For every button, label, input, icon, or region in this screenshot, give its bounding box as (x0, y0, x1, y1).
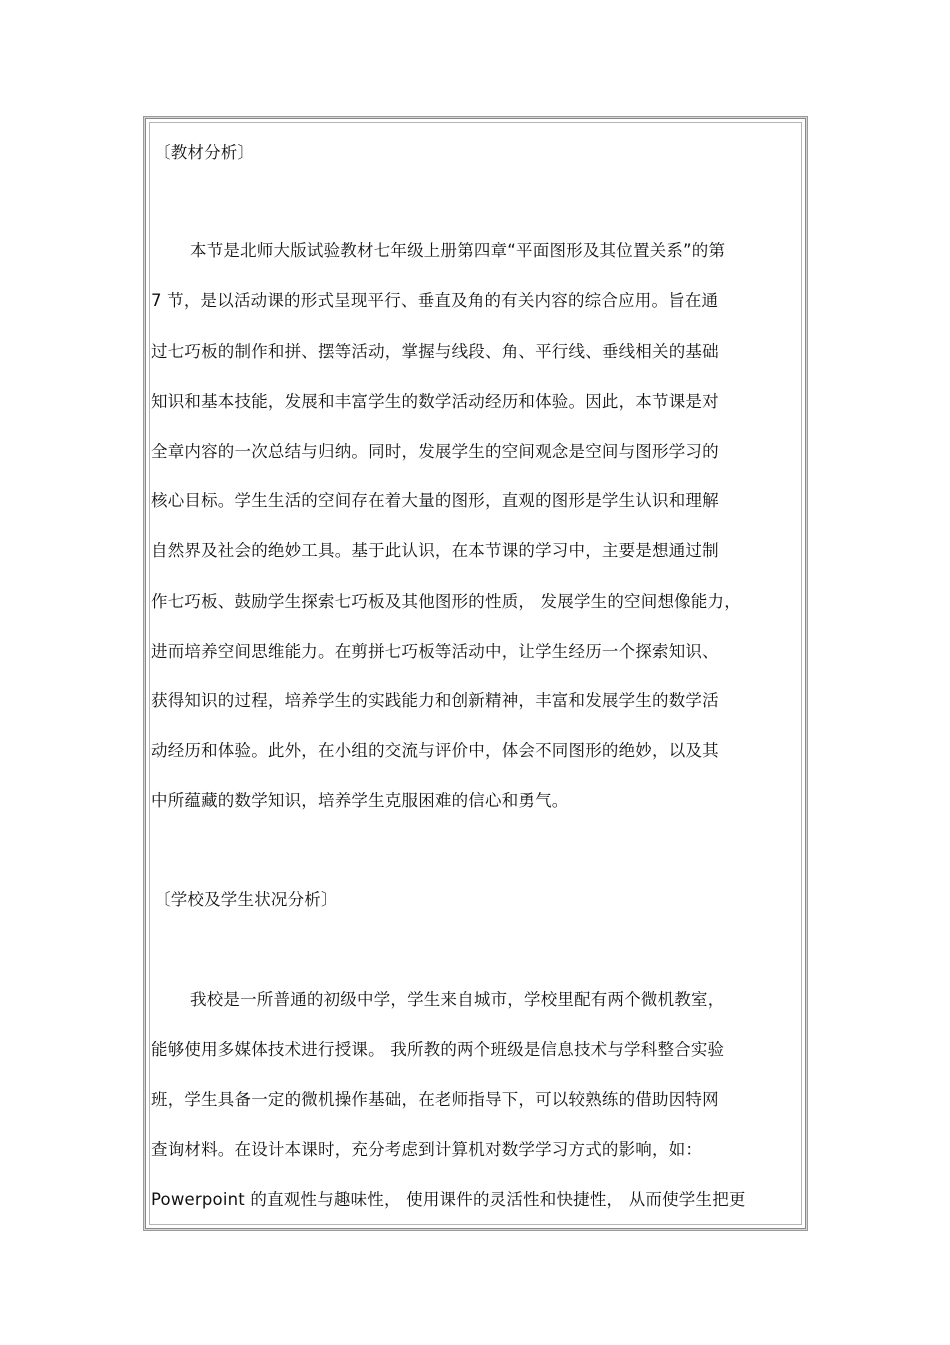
paragraph-line: 自然界及社会的绝妙工具。基于此认识，在本节课的学习中，主要是想通过制 (151, 541, 719, 560)
paragraph-line: 本节是北师大版试验教材七年级上册第四章“平面图形及其位置关系”的第 (190, 241, 726, 260)
paragraph-line: 过七巧板的制作和拼、摆等活动，掌握与线段、角、平行线、垂线相关的基础 (151, 342, 719, 361)
paragraph-line: 动经历和体验。此外，在小组的交流与评价中，体会不同图形的绝妙，以及其 (151, 741, 719, 760)
paragraph-line: 查询材料。在设计本课时，充分考虑到计算机对数学学习方式的影响，如： (151, 1140, 703, 1159)
paragraph-line: 作七巧板、鼓励学生探索七巧板及其他图形的性质， 发展学生的空间想像能力， (151, 592, 741, 611)
paragraph-line: 进而培养空间思维能力。在剪拼七巧板等活动中，让学生经历一个探索知识、 (151, 642, 719, 661)
paragraph-line: 核心目标。学生生活的空间存在着大量的图形，直观的图形是学生认识和理解 (151, 491, 719, 510)
paragraph-line: 班，学生具备一定的微机操作基础，在老师指导下，可以较熟练的借助因特网 (151, 1090, 719, 1109)
paragraph-line: 全章内容的一次总结与归纳。同时，发展学生的空间观念是空间与图形学习的 (151, 442, 719, 461)
content-frame (145, 118, 806, 1229)
paragraph-line: 获得知识的过程，培养学生的实践能力和创新精神，丰富和发展学生的数学活 (151, 691, 719, 710)
paragraph-line: 7 节，是以活动课的形式呈现平行、垂直及角的有关内容的综合应用。旨在通 (151, 291, 719, 310)
section-heading-school-student-analysis: 〔学校及学生状况分析〕 (154, 890, 338, 909)
paragraph-line: 知识和基本技能，发展和丰富学生的数学活动经历和体验。因此，本节课是对 (151, 392, 719, 411)
paragraph-line: 能够使用多媒体技术进行授课。 我所教的两个班级是信息技术与学科整合实验 (151, 1040, 725, 1059)
paragraph-line: Powerpoint 的直观性与趣味性， 使用课件的灵活性和快捷性， 从而使学生把更 (151, 1190, 746, 1209)
section-heading-textbook-analysis: 〔教材分析〕 (154, 143, 255, 162)
paragraph-line: 我校是一所普通的初级中学，学生来自城市，学校里配有两个微机教室， (190, 990, 725, 1009)
paragraph-line: 中所蕴藏的数学知识，培养学生克服困难的信心和勇气。 (151, 791, 569, 810)
